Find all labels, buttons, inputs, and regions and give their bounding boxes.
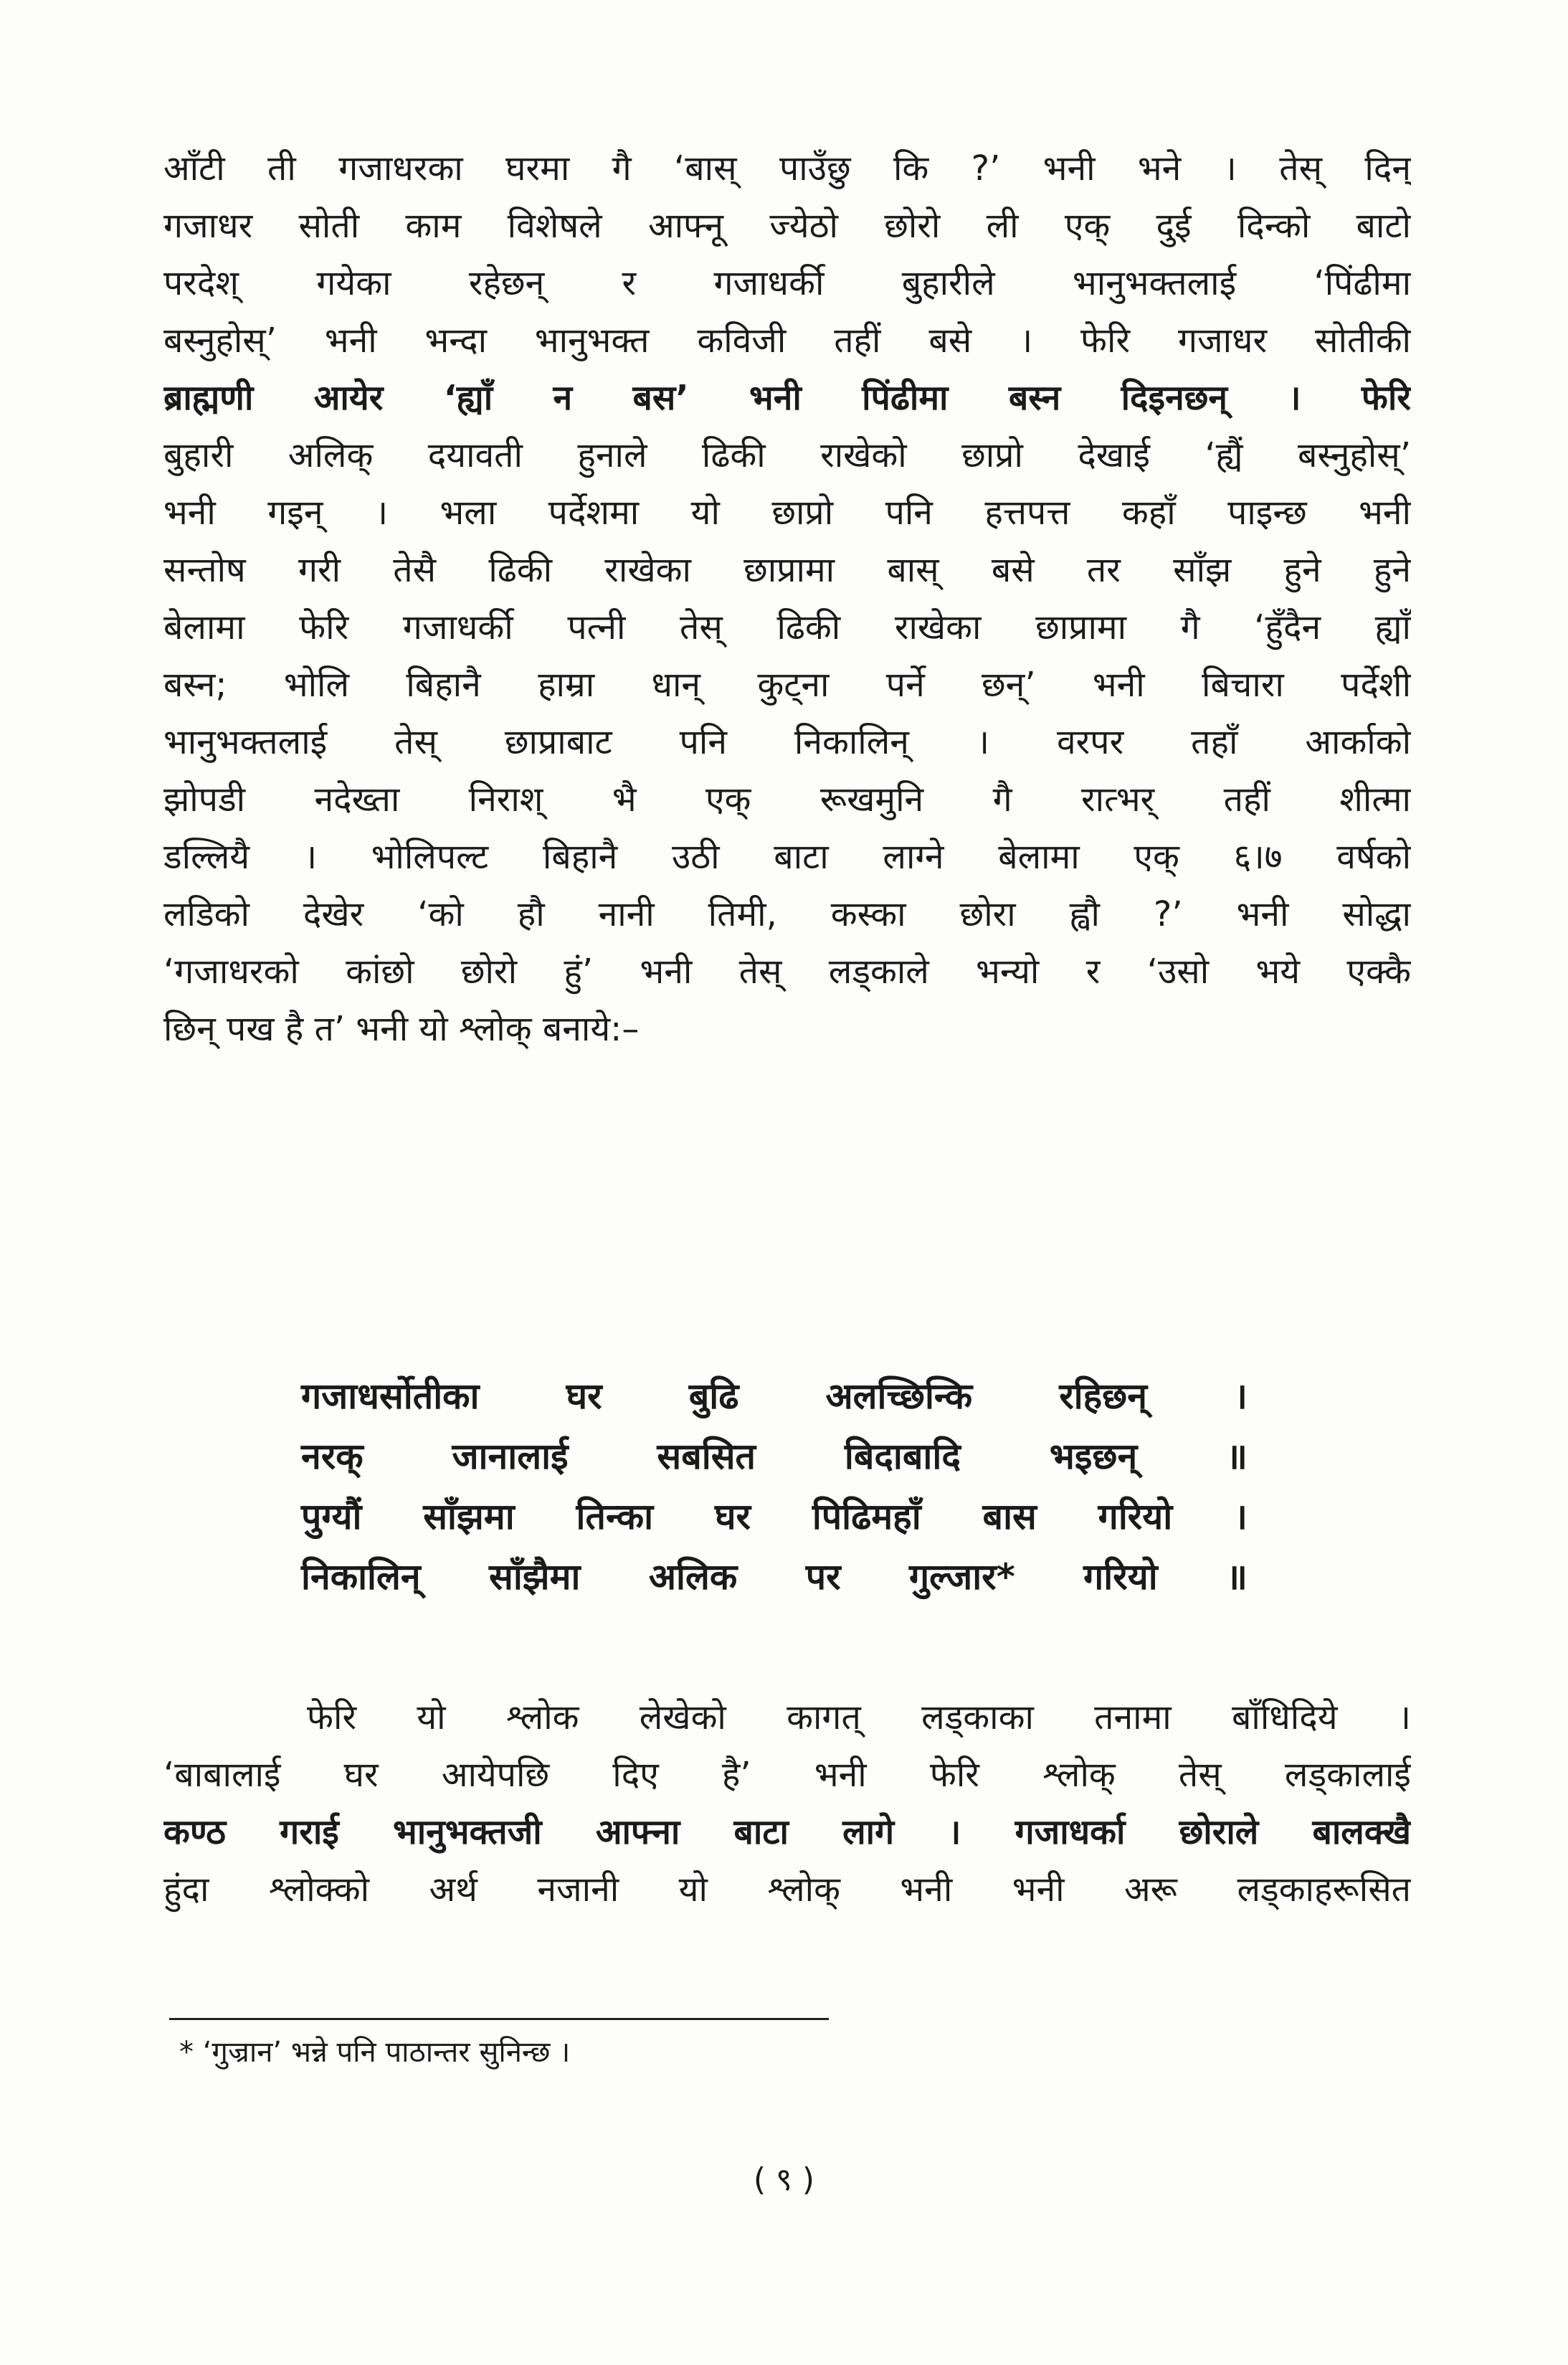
page-number: ( ९ ) <box>753 2161 815 2198</box>
verse-line: निकालिन् साँझैमा अलिक पर गुल्जार* गरियो ॥ <box>301 1556 1248 1598</box>
footnote: * ‘गुज्रान’ भन्ने पनि पाठान्तर सुनिन्छ । <box>179 2036 571 2069</box>
text-line: सन्तोष गरी तेसै ढिकी राखेका छाप्रामा बास् बसे तर साँझ हुने हुने <box>163 550 1411 590</box>
shloka-verse <box>301 1366 1248 1607</box>
text-line: फेरि यो श्लोक लेखेको कागत् लड्काका तनामा बाँधिदिये । <box>307 1697 1411 1738</box>
verse-line: गजाधर्सोतीका घर बुढि अलच्छिन्कि रहिछन् । <box>301 1375 1248 1417</box>
text-line: ‘बाबालाई घर आयेपछि दिए है’ भनी फेरि श्लोक् तेस् लड्कालाई <box>163 1755 1411 1795</box>
verse-line: पुग्यौं साँझमा तिन्का घर पिढिमहाँ बास गरियो । <box>301 1496 1248 1537</box>
text-line: कण्ठ गराई भानुभक्तजी आफ्ना बाटा लागे । गजाधर्का छोराले बालक्खै <box>163 1812 1411 1852</box>
footnote-divider <box>169 2018 829 2020</box>
paragraph-1 <box>163 140 1411 1058</box>
text-line: बेलामा फेरि गजाधर्की पत्नी तेस् ढिकी राखेका छाप्रामा गै ‘हुँदैन ह्याँ <box>163 607 1411 648</box>
text-line: लडिको देखेर ‘को हौ नानी तिमी, कस्का छोरा ह्वौ ?’ भनी सोद्धा <box>163 894 1411 934</box>
text-line: बस्न; भोलि बिहानै हाम्रा धान् कुट्ना पर्ने छन्’ भनी बिचारा पर्देशी <box>163 665 1411 705</box>
text-line: झोपडी नदेख्ता निराश् भै एक् रूखमुनि गै रात्भर् तहीं शीत्मा <box>163 779 1411 820</box>
text-line: परदेश् गयेका रहेछन् र गजाधर्की बुहारीले भानुभक्तलाई ‘पिंढीमा <box>163 263 1411 303</box>
text-line: गजाधर सोती काम विशेषले आफ्नू ज्येठो छोरो ली एक् दुई दिन्को बाटो <box>163 206 1411 246</box>
text-line: ‘गजाधरको कांछो छोरो हुं’ भनी तेस् लड्काले भन्यो र ‘उसो भये एक्कै <box>163 952 1411 992</box>
text-line: ब्राह्मणी आयेर ‘ह्याँ न बस’ भनी पिंढीमा बस्न दिइनछन् । फेरि <box>163 378 1411 418</box>
verse-line: नरक् जानालाई सबसित बिदाबादि भइछन् ॥ <box>301 1436 1248 1477</box>
text-line: भानुभक्तलाई तेस् छाप्राबाट पनि निकालिन् । वरपर तहाँ आर्काको <box>163 722 1411 762</box>
text-line: भनी गइन् । भला पर्देशमा यो छाप्रो पनि हत्तपत्त कहाँ पाइन्छ भनी <box>163 493 1411 533</box>
text-line: डल्लियै । भोलिपल्ट बिहानै उठी बाटा लाग्ने बेलामा एक् ६।७ वर्षको <box>163 837 1411 877</box>
text-line: हुंदा श्लोक्को अर्थ नजानी यो श्लोक् भनी भनी अरू लड्काहरूसित <box>163 1869 1411 1910</box>
text-line: बुहारी अलिक् दयावती हुनाले ढिकी राखेको छाप्रो देखाई ‘ह्यैं बस्नुहोस्’ <box>163 435 1411 475</box>
text-line: बस्नुहोस्’ भनी भन्दा भानुभक्त कविजी तहीं बसे । फेरि गजाधर सोतीकी <box>163 321 1411 361</box>
text-line: आँटी ती गजाधरका घरमा गै ‘बास् पाउँछु कि ?’ भनी भने । तेस् दिन् <box>163 148 1411 189</box>
text-line: छिन् पख है त’ भनी यो श्लोक् बनाये:– <box>163 1009 640 1049</box>
paragraph-2 <box>163 1689 1411 1918</box>
